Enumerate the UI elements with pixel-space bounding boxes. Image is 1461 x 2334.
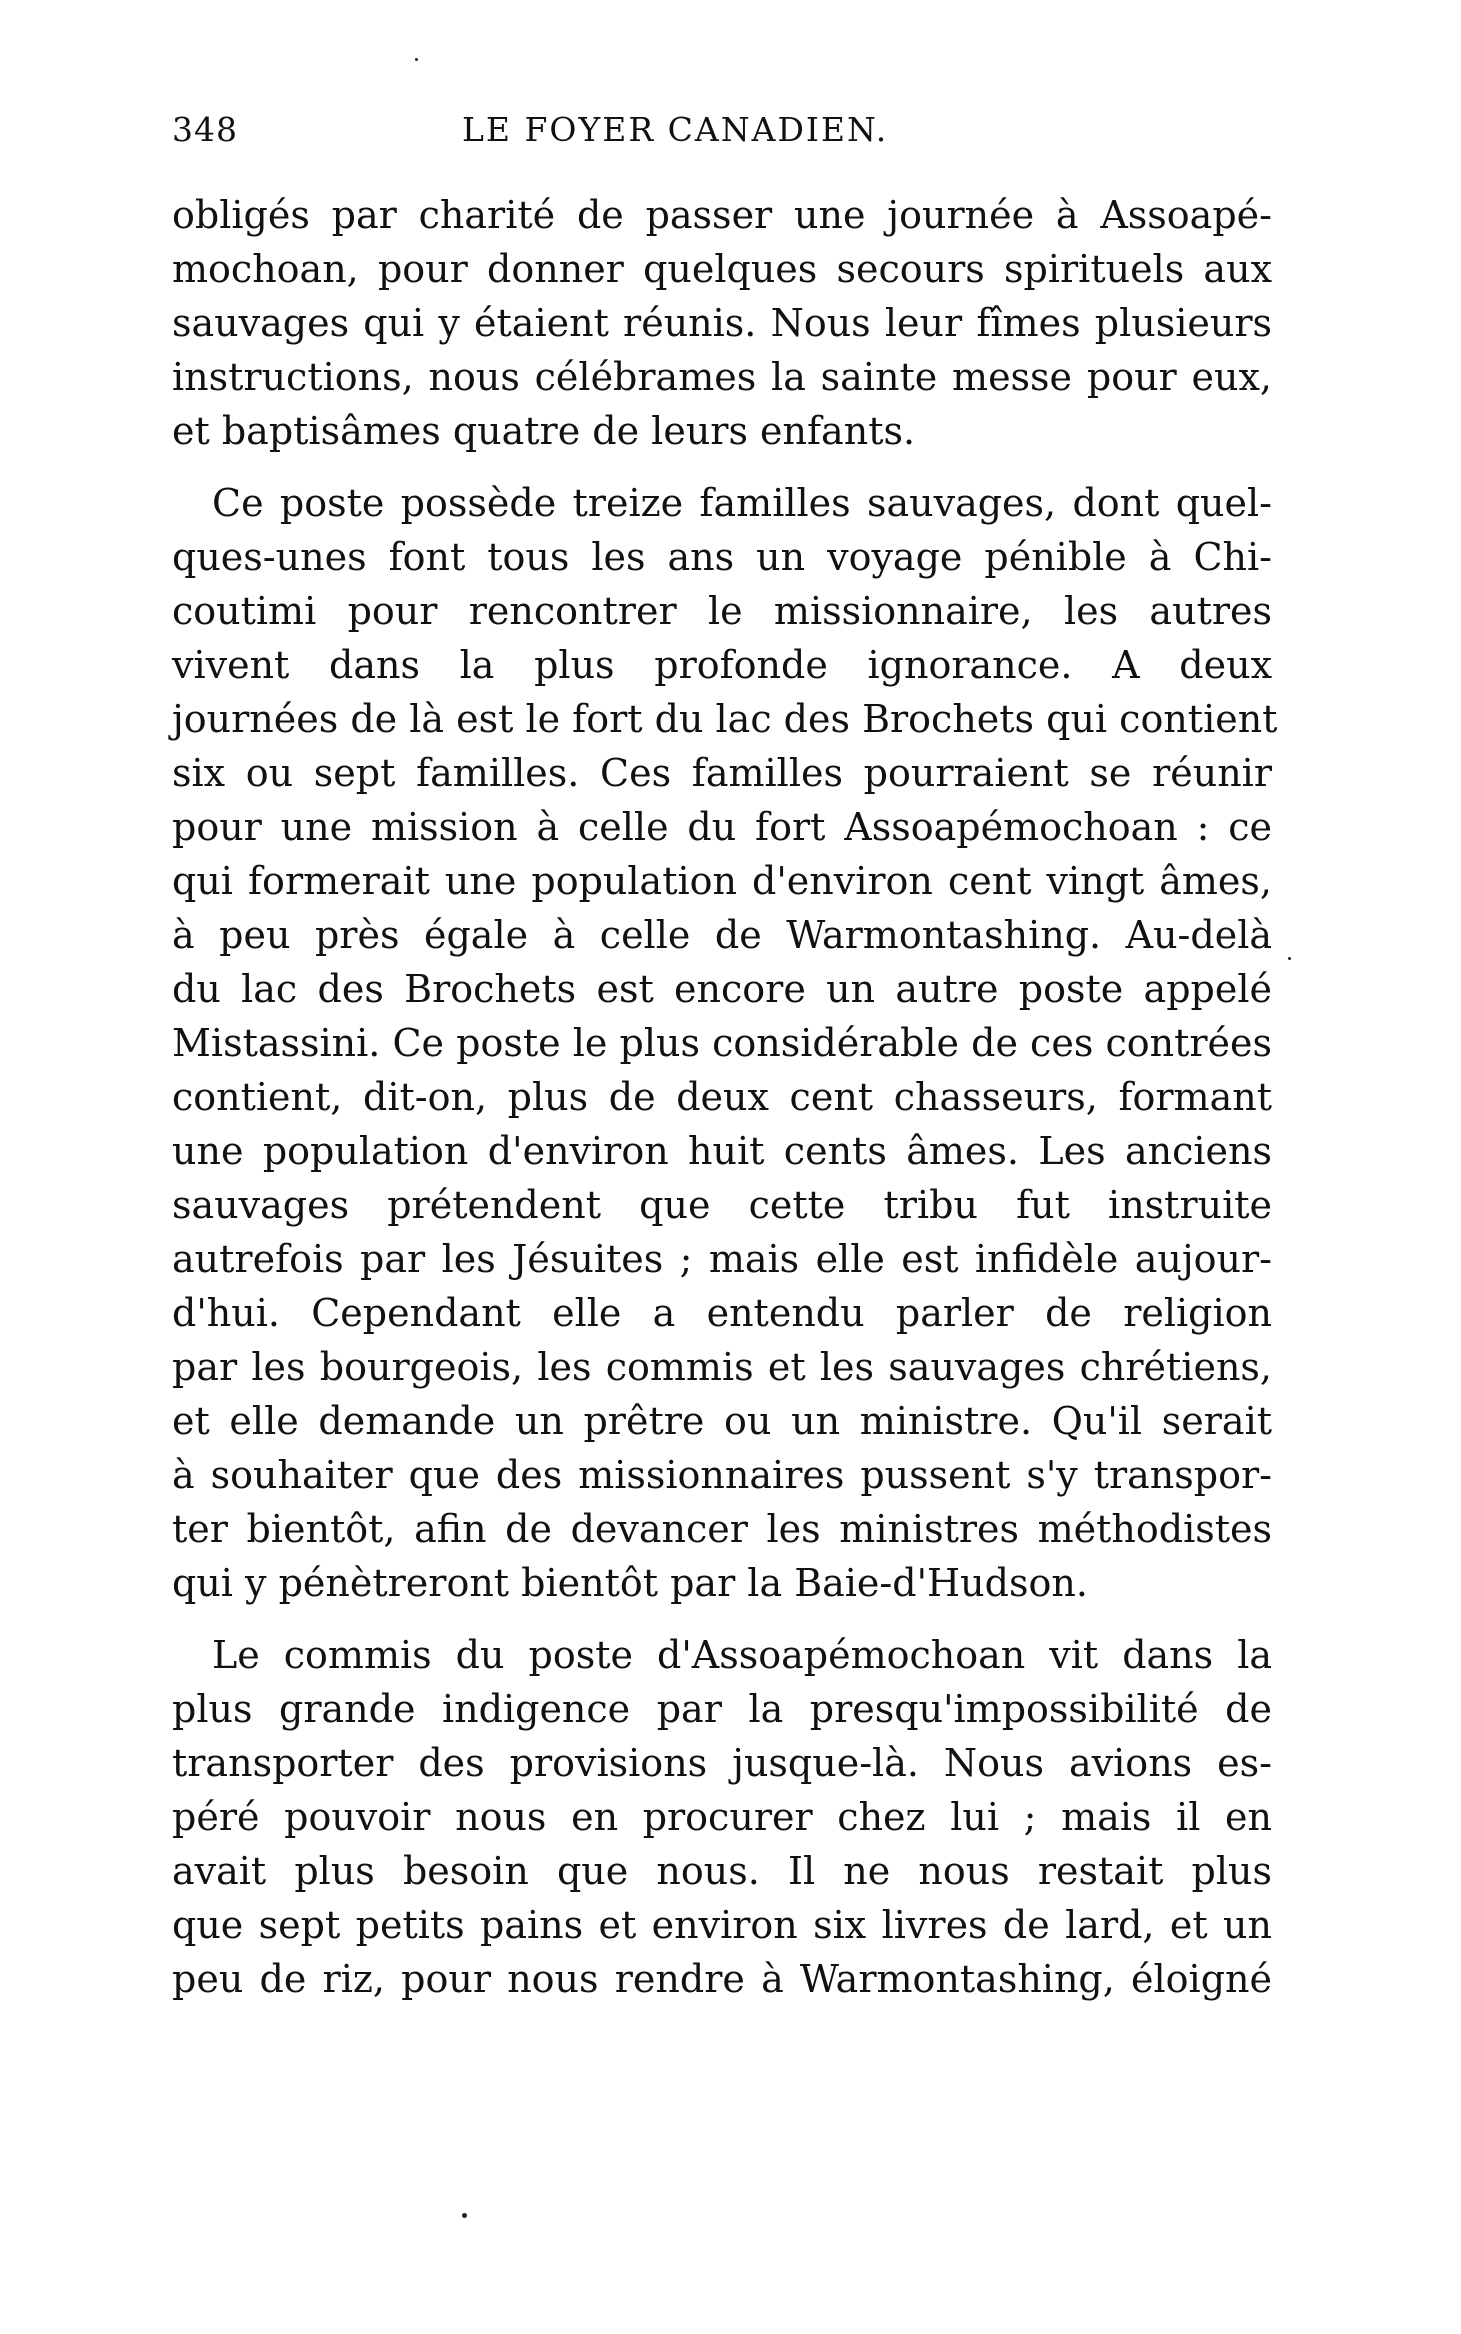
text-line: contient, dit-on, plus de deux cent chasseurs, formant: [172, 1075, 1272, 1119]
text-line: d'hui. Cependant elle a entendu parler de religion: [172, 1291, 1272, 1335]
text-line: qui y pénètreront bientôt par la Baie-d'Hudson.: [172, 1561, 1088, 1605]
text-line: six ou sept familles. Ces familles pourraient se réunir: [172, 751, 1272, 795]
text-line: et elle demande un prêtre ou un ministre. Qu'il serait: [172, 1399, 1272, 1443]
text-line: ques-unes font tous les ans un voyage pénible à Chi-: [172, 535, 1272, 579]
body-text: [172, 188, 1278, 2024]
text-line: avait plus besoin que nous. Il ne nous restait plus: [172, 1849, 1272, 1893]
page-header: [172, 100, 1272, 160]
text-line: par les bourgeois, les commis et les sauvages chrétiens,: [172, 1345, 1272, 1389]
running-head: LE FOYER CANADIEN.: [462, 110, 889, 149]
text-line: Ce poste possède treize familles sauvages, dont quel-: [212, 481, 1272, 525]
book-page: [172, 100, 1278, 2001]
text-line: Le commis du poste d'Assoapémochoan vit dans la: [212, 1633, 1272, 1677]
scan-speck: [462, 2213, 467, 2218]
text-line: et baptisâmes quatre de leurs enfants.: [172, 409, 916, 453]
text-line: péré pouvoir nous en procurer chez lui ; mais il en: [172, 1795, 1272, 1839]
text-line: journées de là est le fort du lac des Brochets qui contient: [172, 697, 1278, 741]
text-line: plus grande indigence par la presqu'impossibilité de: [172, 1687, 1272, 1731]
text-line: du lac des Brochets est encore un autre poste appelé: [172, 967, 1272, 1011]
text-line: instructions, nous célébrames la sainte messe pour eux,: [172, 355, 1272, 399]
text-line: sauvages prétendent que cette tribu fut instruite: [172, 1183, 1272, 1227]
text-line: à peu près égale à celle de Warmontashing. Au-delà: [172, 913, 1272, 957]
text-line: vivent dans la plus profonde ignorance. A deux: [172, 643, 1272, 687]
text-line: autrefois par les Jésuites ; mais elle est infidèle aujour-: [172, 1237, 1272, 1281]
text-line: une population d'environ huit cents âmes. Les anciens: [172, 1129, 1272, 1173]
paragraph-2: [172, 476, 1278, 1610]
text-line: pour une mission à celle du fort Assoapémochoan : ce: [172, 805, 1272, 849]
text-line: sauvages qui y étaient réunis. Nous leur fîmes plusieurs: [172, 301, 1272, 345]
text-line: obligés par charité de passer une journée à Assoapé-: [172, 193, 1272, 237]
text-line: qui formerait une population d'environ cent vingt âmes,: [172, 859, 1272, 903]
text-line: mochoan, pour donner quelques secours spirituels aux: [172, 247, 1272, 291]
page-number: 348: [172, 110, 238, 149]
text-line: peu de riz, pour nous rendre à Warmontashing, éloigné: [172, 1957, 1272, 2001]
text-line: coutimi pour rencontrer le missionnaire, les autres: [172, 589, 1272, 633]
text-line: ter bientôt, afin de devancer les ministres méthodistes: [172, 1507, 1272, 1551]
scan-speck: [415, 58, 418, 61]
text-line: Mistassini. Ce poste le plus considérable de ces contrées: [172, 1021, 1272, 1065]
text-line: à souhaiter que des missionnaires pussent s'y transpor-: [172, 1453, 1272, 1497]
text-line: transporter des provisions jusque-là. Nous avions es-: [172, 1741, 1272, 1785]
paragraph-1: [172, 188, 1272, 458]
paragraph-3: [172, 1628, 1272, 2006]
scan-speck: [1288, 957, 1291, 960]
text-line: que sept petits pains et environ six livres de lard, et un: [172, 1903, 1272, 1947]
